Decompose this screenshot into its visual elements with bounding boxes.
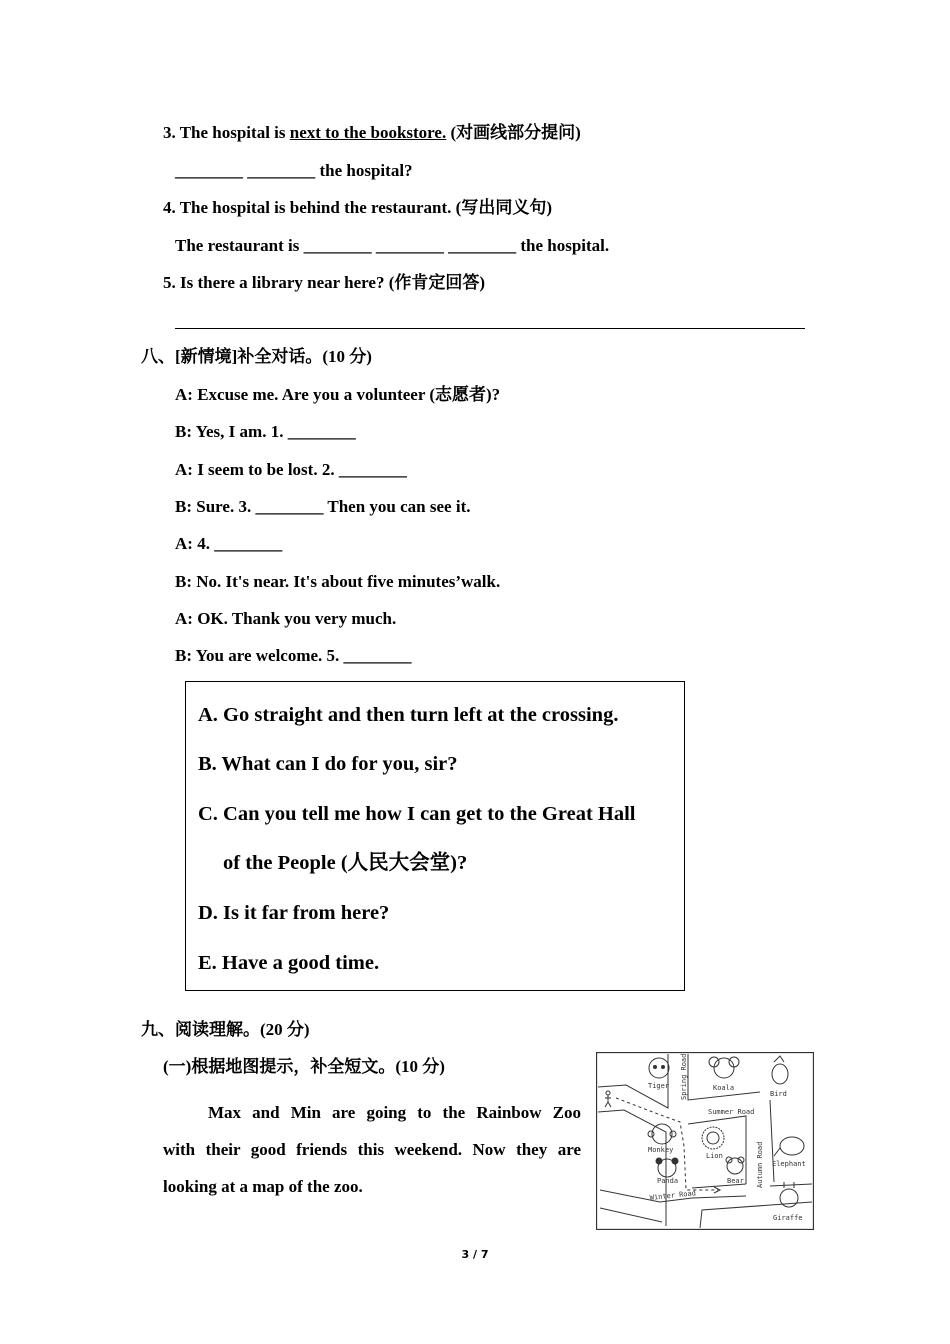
map-label-winter-road: Winter Road [649,1189,697,1202]
map-label-lion: Lion [706,1152,723,1160]
dialogue-line: B: Sure. 3. ________ Then you can see it. [175,497,471,516]
passage-line: Max and Min are going to the Rainbow Zoo [208,1103,581,1122]
map-label-summer-road: Summer Road [708,1108,755,1116]
koala-icon [709,1057,739,1078]
map-label-bird: Bird [770,1090,787,1098]
q3-question [163,123,581,143]
option-c-line2: of the People (人民大会堂)? [223,852,468,874]
passage-line: with their good friends this weekend. Now they are [163,1140,581,1159]
section9-title: 九、阅读理解。(20 分) [141,1020,310,1039]
monkey-icon [648,1124,676,1144]
bird-icon [772,1056,788,1084]
q3-underlined-phrase: next to the bookstore. [289,123,447,142]
page-number: 3 / 7 [461,1248,489,1261]
q5-answer-line [175,328,805,329]
map-label-bear: Bear [727,1177,744,1185]
option-b: B. What can I do for you, sir? [198,753,458,775]
section8-title: 八、[新情境]补全对话。(10 分) [141,347,372,366]
map-label-tiger: Tiger [648,1082,670,1090]
option-e: E. Have a good time. [198,952,380,974]
map-label-monkey: Monkey [648,1146,674,1154]
map-label-elephant: Elephant [772,1160,806,1168]
zoo-map [596,1052,814,1230]
dialogue-line: B: No. It's near. It's about five minutes’walk. [175,572,501,591]
map-label-spring-road: Spring Road [680,1053,688,1100]
q5-question: 5. Is there a library near here? (作肯定回答) [163,273,486,292]
option-c-line1: C. Can you tell me how I can get to the Great Hall [198,803,636,825]
person-icon [605,1091,611,1107]
map-label-giraffe: Giraffe [773,1214,803,1222]
dialogue-line: B: You are welcome. 5. ________ [175,646,412,665]
option-d: D. Is it far from here? [198,902,390,924]
dialogue-line: A: 4. ________ [175,534,283,553]
q3-prefix: 3. The hospital is [163,123,290,142]
q3-answer: ________ ________ the hospital? [175,161,413,180]
tiger-icon [649,1058,669,1078]
option-a: A. Go straight and then turn left at the crossing. [198,704,619,726]
lion-icon [702,1127,724,1149]
passage-line: looking at a map of the zoo. [163,1177,363,1196]
map-label-autumn-road: Autumn Road [756,1141,764,1188]
panda-icon [656,1158,678,1177]
options-box [185,681,685,991]
dialogue-line: A: I seem to be lost. 2. ________ [175,460,407,479]
dialogue-line: A: OK. Thank you very much. [175,609,397,628]
q4-answer: The restaurant is ________ ________ ________ the hospital. [175,236,610,255]
reading-passage [163,1094,581,1205]
elephant-icon [774,1137,804,1156]
q3-suffix: (对画线部分提问) [446,123,581,142]
q4-question: 4. The hospital is behind the restaurant. (写出同义句) [163,198,552,217]
map-label-koala: Koala [713,1084,735,1092]
map-label-panda: Panda [657,1177,679,1185]
dialogue-line: B: Yes, I am. 1. ________ [175,422,356,441]
dialogue-line: A: Excuse me. Are you a volunteer (志愿者)? [175,385,501,404]
bear-icon [726,1157,744,1174]
section9-part1-title: (一)根据地图提示，补全短文。(10 分) [163,1057,445,1076]
